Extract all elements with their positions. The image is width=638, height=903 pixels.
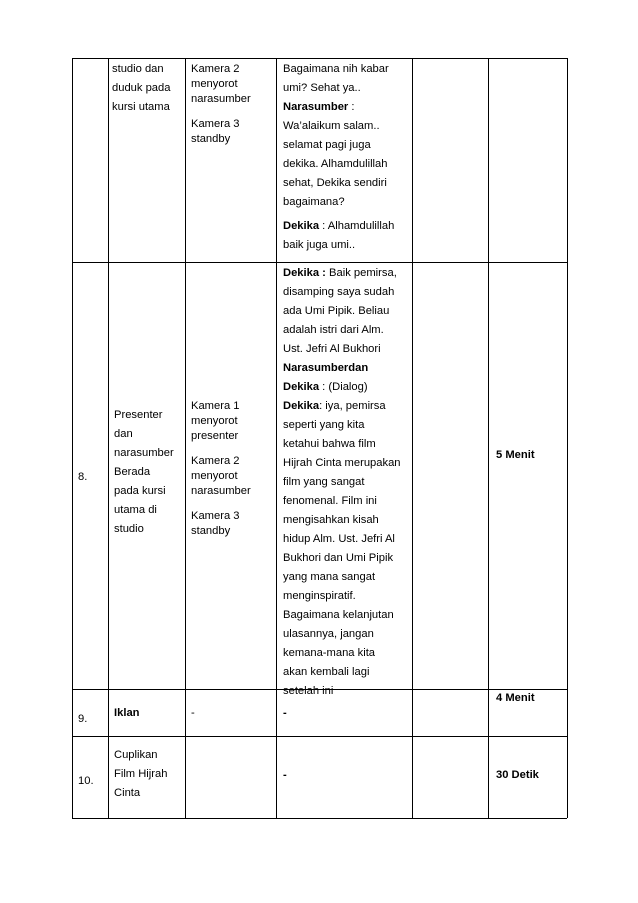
visual-line: Film Hijrah bbox=[114, 768, 168, 780]
audio-line: Wa’alaikum salam.. bbox=[283, 120, 380, 132]
audio-line: disamping saya sudah bbox=[283, 286, 395, 298]
audio-line: menginspiratif. bbox=[283, 590, 356, 602]
camera-cell bbox=[191, 399, 251, 539]
audio-cell: - bbox=[283, 707, 287, 719]
audio-cell bbox=[283, 60, 394, 255]
visual-cell bbox=[114, 746, 167, 803]
audio-line: Narasumber : bbox=[283, 101, 355, 113]
visual-line: kursi utama bbox=[112, 101, 170, 113]
table-column-border bbox=[488, 58, 489, 818]
camera-line: Kamera 2 bbox=[191, 455, 240, 467]
camera-line: menyorot bbox=[191, 470, 238, 482]
table-column-border bbox=[567, 58, 568, 818]
audio-line: seperti yang kita bbox=[283, 419, 365, 431]
visual-line: Presenter bbox=[114, 409, 163, 421]
duration-cell: 4 Menit bbox=[496, 692, 535, 704]
duration-cell: 30 Detik bbox=[496, 769, 539, 781]
audio-line: ketahui bahwa film bbox=[283, 438, 376, 450]
visual-line: Berada bbox=[114, 466, 151, 478]
audio-line: adalah istri dari Alm. bbox=[283, 324, 384, 336]
audio-line: ulasannya, jangan bbox=[283, 628, 374, 640]
audio-line: Dekika : Alhamdulillah bbox=[283, 220, 395, 232]
audio-line: hidup Alm. Ust. Jefri Al bbox=[283, 533, 395, 545]
table-row-border bbox=[72, 818, 567, 819]
table-column-border bbox=[276, 58, 277, 818]
visual-cell bbox=[114, 406, 174, 539]
audio-line: fenomenal. Film ini bbox=[283, 495, 377, 507]
camera-cell: - bbox=[191, 707, 195, 719]
visual-line: pada kursi bbox=[114, 485, 166, 497]
camera-line: narasumber bbox=[191, 485, 251, 497]
audio-line: Hijrah Cinta merupakan bbox=[283, 457, 401, 469]
camera-line: standby bbox=[191, 133, 231, 145]
audio-line: dekika. Alhamdulillah bbox=[283, 158, 388, 170]
camera-line: narasumber bbox=[191, 93, 251, 105]
row-number: 10. bbox=[78, 775, 94, 787]
audio-line: Dekika : Baik pemirsa, bbox=[283, 267, 397, 279]
visual-cell bbox=[112, 60, 170, 117]
table-column-border bbox=[412, 58, 413, 818]
camera-line: Kamera 2 bbox=[191, 63, 240, 75]
audio-line: film yang sangat bbox=[283, 476, 365, 488]
visual-line: Cinta bbox=[114, 787, 141, 799]
audio-line: Dekika: iya, pemirsa bbox=[283, 400, 386, 412]
audio-line: Bagaimana nih kabar bbox=[283, 63, 389, 75]
table-row-border bbox=[72, 58, 567, 59]
table-row-border bbox=[72, 736, 567, 737]
audio-line: yang mana sangat bbox=[283, 571, 376, 583]
audio-line: kemana-mana kita bbox=[283, 647, 376, 659]
audio-line: Narasumberdan bbox=[283, 362, 369, 374]
table-column-border bbox=[108, 58, 109, 818]
visual-line: studio dan bbox=[112, 63, 164, 75]
table-row-border bbox=[72, 262, 567, 263]
visual-line: utama di bbox=[114, 504, 157, 516]
audio-line: Bagaimana kelanjutan bbox=[283, 609, 394, 621]
audio-line: umi? Sehat ya.. bbox=[283, 82, 361, 94]
row-number: 9. bbox=[78, 713, 88, 725]
visual-line: dan bbox=[114, 428, 133, 440]
audio-line: mengisahkan kisah bbox=[283, 514, 379, 526]
audio-cell bbox=[283, 264, 401, 701]
camera-line: standby bbox=[191, 525, 231, 537]
table-column-border bbox=[185, 58, 186, 818]
camera-line: Kamera 1 bbox=[191, 400, 240, 412]
camera-line: Kamera 3 bbox=[191, 118, 240, 130]
camera-cell bbox=[191, 62, 251, 147]
audio-line: setelah ini bbox=[283, 685, 334, 697]
audio-line: Bukhori dan Umi Pipik bbox=[283, 552, 394, 564]
camera-line: menyorot bbox=[191, 415, 238, 427]
visual-line: Cuplikan bbox=[114, 749, 158, 761]
audio-line: Dekika : (Dialog) bbox=[283, 381, 368, 393]
visual-line: duduk pada bbox=[112, 82, 171, 94]
audio-line: sehat, Dekika sendiri bbox=[283, 177, 387, 189]
audio-line: baik juga umi.. bbox=[283, 239, 356, 251]
audio-cell: - bbox=[283, 769, 287, 781]
audio-line: ada Umi Pipik. Beliau bbox=[283, 305, 390, 317]
visual-cell: Iklan bbox=[114, 707, 140, 719]
camera-line: menyorot bbox=[191, 78, 238, 90]
camera-line: Kamera 3 bbox=[191, 510, 240, 522]
table-column-border bbox=[72, 58, 73, 818]
camera-line: presenter bbox=[191, 430, 239, 442]
audio-line: Ust. Jefri Al Bukhori bbox=[283, 343, 381, 355]
duration-cell: 5 Menit bbox=[496, 449, 535, 461]
audio-line: bagaimana? bbox=[283, 196, 345, 208]
visual-line: studio bbox=[114, 523, 144, 535]
audio-line: selamat pagi juga bbox=[283, 139, 371, 151]
visual-line: narasumber bbox=[114, 447, 174, 459]
row-number: 8. bbox=[78, 471, 88, 483]
audio-line: akan kembali lagi bbox=[283, 666, 370, 678]
